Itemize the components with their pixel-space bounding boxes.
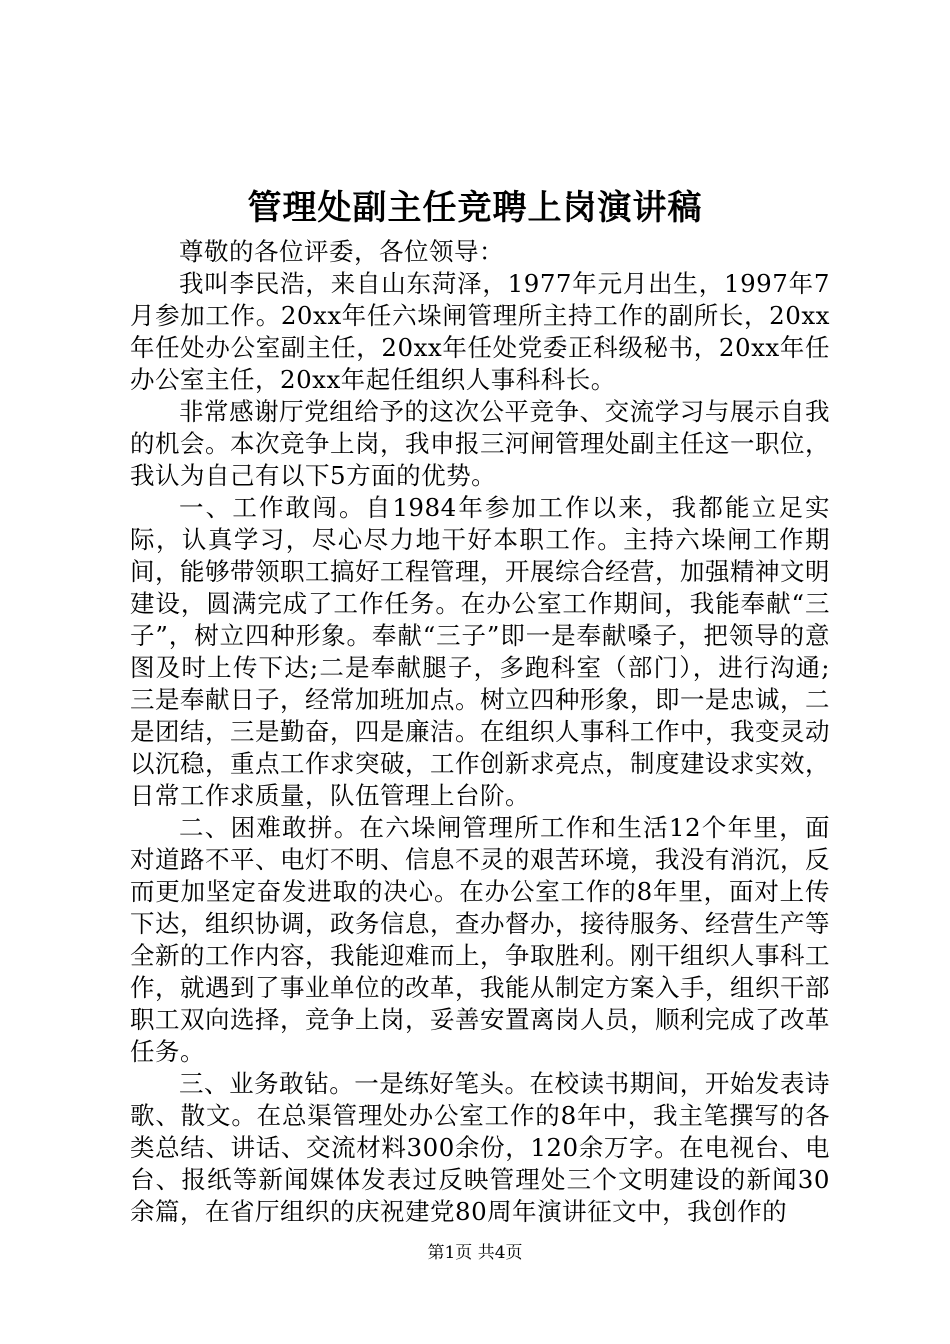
strength-two-paragraph: 二、困难敢拼。在六垛闸管理所工作和生活12个年里，面对道路不平、电灯不明、信息不灵的艰苦环境，我没有消沉，反而更加坚定奋发进取的决心。在办公室工作的8年里，面对上传下达，组织协调，政务信息，查办督办，接待服务、经营生产等全新的工作内容，我能迎难而上，争取胜利。刚干组织人事科工作，就遇到了事业单位的改革，我能从制定方案入手，组织干部职工双向选择，竞争上岗，妥善安置离岗人员，顺利完成了改革任务。 [130, 813, 830, 1066]
document-title: 管理处副主任竞聘上岗演讲稿 [247, 188, 703, 228]
strength-one-paragraph: 一、工作敢闯。自1984年参加工作以来，我都能立足实际，认真学习，尽心尽力地干好本职工作。主持六垛闸工作期间，能够带领职工搞好工程管理，开展综合经营，加强精神文明建设，圆满完成了工作任务。在办公室工作期间，我能奉献“三子”，树立四种形象。奉献“三子”即一是奉献嗓子，把领导的意图及时上传下达;二是奉献腿子，多跑科室（部门），进行沟通;三是奉献日子，经常加班加点。树立四种形象，即一是忠诚，二是团结，三是勤奋，四是廉洁。在组织人事科工作中，我变灵动以沉稳，重点工作求突破，工作创新求亮点，制度建设求实效，日常工作求质量，队伍管理上台阶。 [130, 493, 830, 810]
gratitude-paragraph: 非常感谢厅党组给予的这次公平竞争、交流学习与展示自我的机会。本次竞争上岗，我申报三河闸管理处副主任这一职位，我认为自己有以下5方面的优势。 [130, 397, 830, 490]
page-footer: 第1页 共4页 [427, 1243, 523, 1263]
salutation-paragraph: 尊敬的各位评委，各位领导： [179, 237, 504, 266]
document-body [130, 236, 830, 1228]
introduction-paragraph: 我叫李民浩，来自山东菏泽，1977年元月出生，1997年7月参加工作。20xx年任六垛闸管理所主持工作的副所长，20xx年任处办公室副主任，20xx年任处党委正科级秘书，20xx年任办公室主任，20xx年起任组织人事科科长。 [130, 269, 830, 394]
strength-three-paragraph: 三、业务敢钻。一是练好笔头。在校读书期间，开始发表诗歌、散文。在总渠管理处办公室工作的8年中，我主笔撰写的各类总结、讲话、交流材料300余份，120余万字。在电视台、电台、报纸等新闻媒体发表过反映管理处三个文明建设的新闻30余篇，在省厅组织的庆祝建党80周年演讲征文中，我创作的 [130, 1069, 830, 1226]
